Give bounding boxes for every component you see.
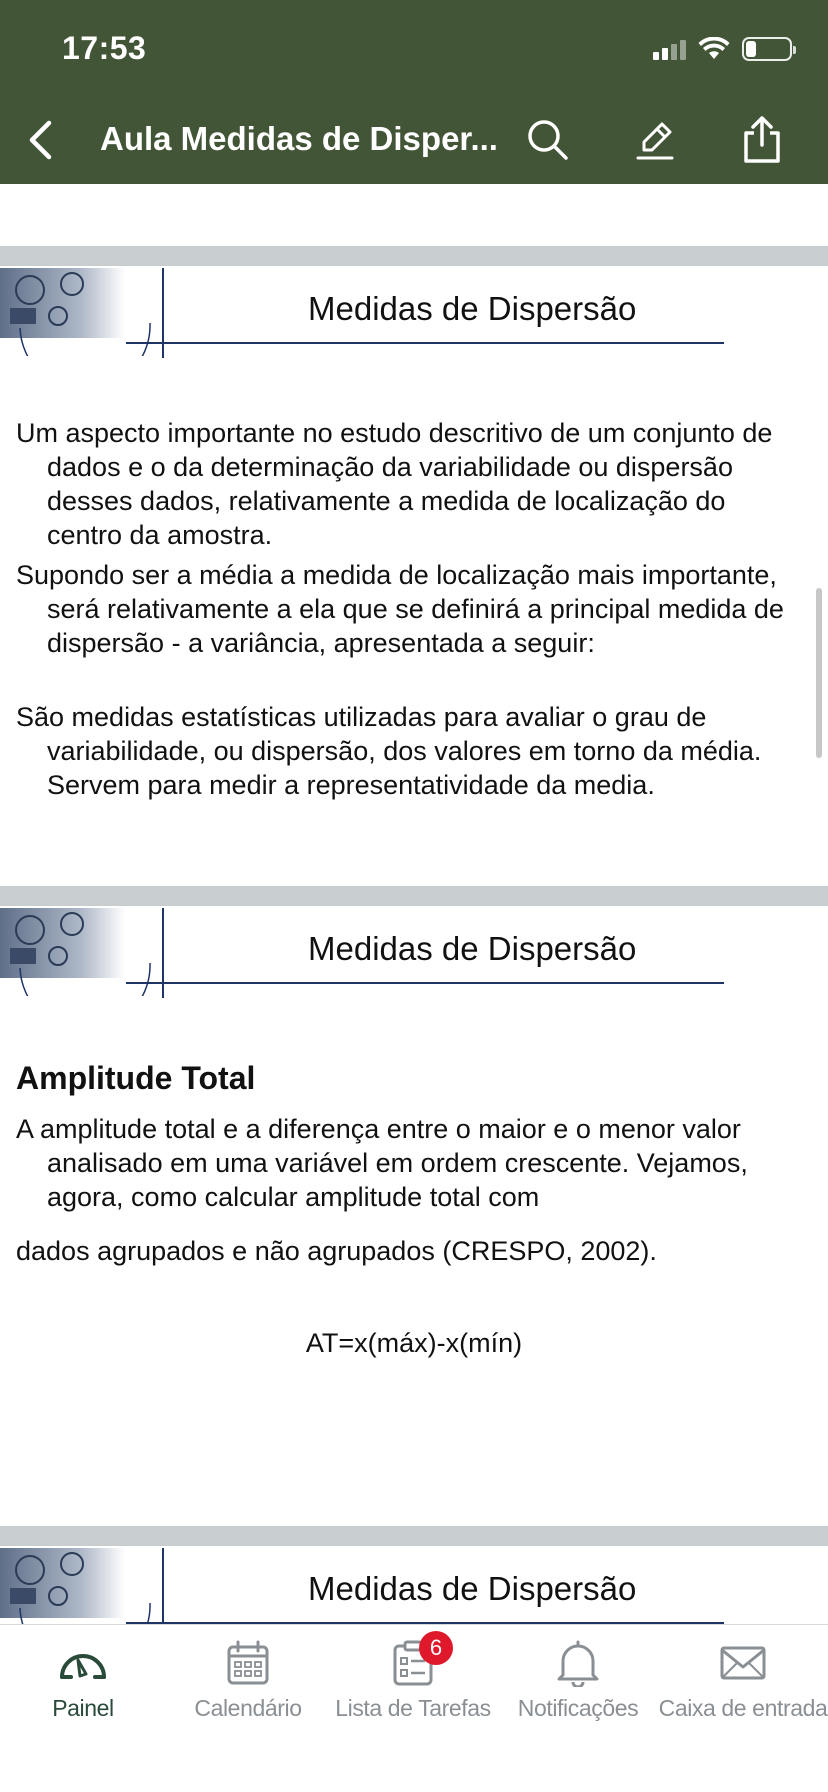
slide-paragraph-continuation: dados agrupados e não agrupados (CRESPO, 2002).: [16, 1236, 657, 1266]
tab-label: Caixa de entrada: [658, 1695, 828, 1721]
calendar-icon: [226, 1640, 270, 1686]
slide-separator: [0, 1526, 828, 1546]
slide-title: Medidas de Dispersão: [308, 290, 637, 327]
highlighter-pen-icon: [634, 118, 678, 162]
slide-title: Medidas de Dispersão: [308, 930, 637, 967]
app-header: [0, 0, 828, 184]
search-icon: [526, 118, 570, 162]
slide-separator: [0, 886, 828, 906]
annotate-button[interactable]: [630, 114, 682, 166]
scrollbar-thumb[interactable]: [816, 588, 822, 758]
tab-label: Painel: [52, 1695, 114, 1721]
slide-title: Medidas de Dispersão: [308, 1570, 637, 1607]
bottom-tab-bar: [0, 1624, 828, 1792]
tab-painel[interactable]: [0, 1625, 166, 1745]
slide-paragraph: São medidas estatísticas utilizadas para avaliar o grau de variabilidade, ou dispersão, dos valores em torno da média. Servem para medir a representatividade da media.: [16, 702, 762, 800]
battery-icon: [742, 37, 792, 61]
slide-separator: [0, 246, 828, 266]
status-icons: [653, 34, 792, 64]
search-button[interactable]: [522, 114, 574, 166]
slide-decoration-graphic: [0, 1548, 170, 1624]
tab-label: Notificações: [517, 1695, 639, 1721]
wifi-icon: [698, 37, 730, 61]
task-count-badge: 6: [419, 1631, 453, 1665]
slide-paragraph: A amplitude total e a diferença entre o maior e o menor valor analisado em uma variável em ordem crescente. Vejamos, agora, como calcular amplitude total com: [16, 1114, 748, 1212]
tab-caixa-de-entrada[interactable]: [660, 1625, 826, 1745]
chevron-left-icon: [27, 120, 53, 160]
slide-header: [0, 1548, 828, 1624]
slide-header: [0, 908, 828, 998]
formula: AT=x(máx)-x(mín): [305, 1328, 523, 1358]
share-icon: [740, 115, 784, 165]
share-button[interactable]: [736, 114, 788, 166]
slide-paragraph: Um aspecto importante no estudo descritivo de um conjunto de dados e o da determinação da variabilidade ou dispersão desses dados, relativamente a medida de localização do centro da amostra.: [16, 418, 773, 550]
document-title: Aula Medidas de Disper...: [100, 120, 498, 157]
status-time: 17:53: [62, 30, 147, 66]
document-viewer[interactable]: [0, 184, 828, 1624]
dashboard-gauge-icon: [57, 1643, 109, 1683]
tab-notificacoes[interactable]: [495, 1625, 661, 1745]
slide-header: [0, 268, 828, 358]
back-button[interactable]: [18, 118, 62, 162]
tab-calendario[interactable]: [165, 1625, 331, 1745]
bell-icon: [555, 1639, 601, 1687]
cellular-signal-icon: [653, 38, 686, 60]
tab-label: Lista de Tarefas: [335, 1695, 491, 1721]
section-heading: Amplitude Total: [16, 1060, 256, 1096]
tab-lista-de-tarefas[interactable]: [330, 1625, 496, 1745]
slide-paragraph: Supondo ser a média a medida de localização mais importante, será relativamente a ela que se definirá a principal medida de dispersão - a variância, apresentada a seguir:: [16, 560, 784, 658]
tab-label: Calendário: [194, 1695, 302, 1721]
envelope-icon: [719, 1645, 767, 1681]
